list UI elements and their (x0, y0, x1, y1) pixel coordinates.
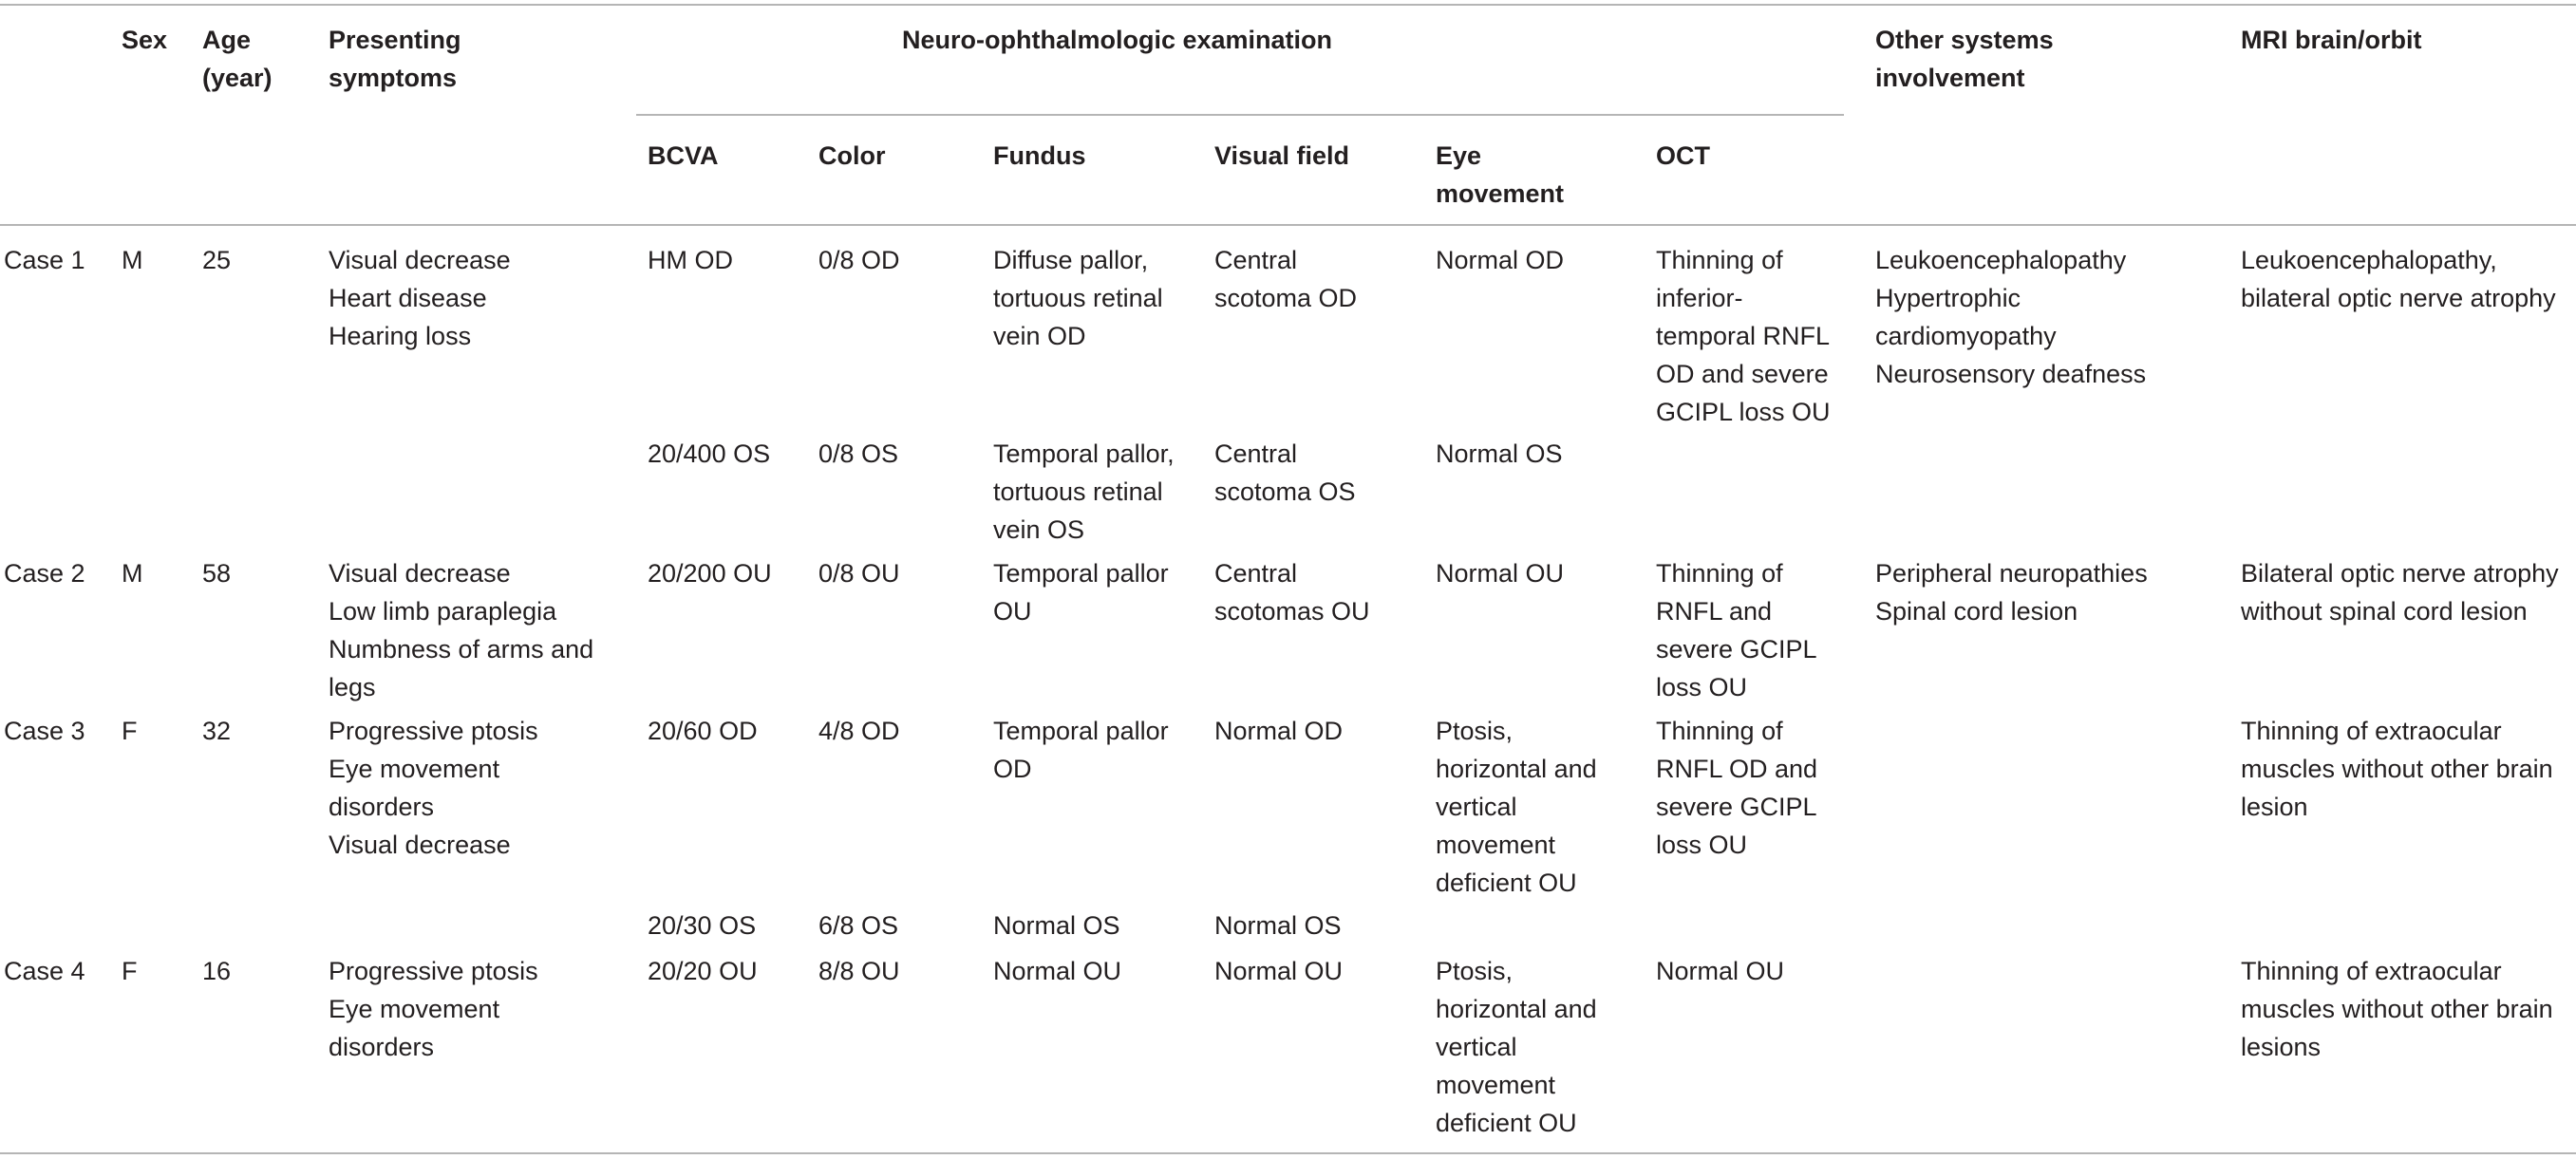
bcva-cell: HM OD (648, 246, 733, 274)
header-oct: OCT (1656, 141, 1710, 170)
header-age: Age (year) (202, 26, 273, 92)
case-label: Case 2 (4, 559, 85, 588)
color-cell: 4/8 OD (818, 717, 900, 745)
eye-movement-cell: Normal OU (1436, 559, 1565, 588)
age-cell: 16 (202, 957, 232, 985)
oct-cell: Thinning of RNFL and severe GCIPL loss OU (1656, 559, 1817, 701)
visual-field-cell: Central scotoma OS (1214, 439, 1356, 506)
header-bottom-rule (0, 224, 2576, 226)
visual-field-cell: Normal OS (1214, 911, 1342, 940)
eye-movement-cell: Ptosis, horizontal and vertical movement deficient OU (1436, 957, 1597, 1137)
header-eye-movement: Eye movement (1436, 141, 1565, 208)
oct-cell: Thinning of RNFL OD and severe GCIPL loss OU (1656, 717, 1818, 859)
case-label: Case 4 (4, 957, 85, 985)
visual-field-cell: Normal OD (1214, 717, 1344, 745)
header-color: Color (818, 141, 886, 170)
header-visual-field: Visual field (1214, 141, 1350, 170)
header-presenting-symptoms: Presenting symptoms (329, 26, 461, 92)
other-systems-cell: Peripheral neuropathies Spinal cord lesion (1875, 559, 2148, 626)
eye-movement-cell: Ptosis, horizontal and vertical movement deficient OU (1436, 717, 1597, 897)
other-systems-cell: Leukoencephalopathy Hypertrophic cardiomyopathy Neurosensory deafness (1875, 246, 2147, 388)
sex-cell: M (122, 559, 143, 588)
eye-movement-cell: Normal OD (1436, 246, 1565, 274)
bcva-cell: 20/200 OU (648, 559, 772, 588)
color-cell: 8/8 OU (818, 957, 900, 985)
table-top-rule (0, 4, 2576, 6)
age-cell: 25 (202, 246, 232, 274)
symptoms-cell: Progressive ptosis Eye movement disorders Visual decrease (329, 717, 538, 859)
fundus-cell: Temporal pallor OD (993, 717, 1169, 783)
fundus-cell: Temporal pallor OU (993, 559, 1169, 626)
header-sex: Sex (122, 26, 168, 54)
symptoms-cell: Visual decrease Low limb paraplegia Numbness of arms and legs (329, 559, 594, 701)
mri-cell: Bilateral optic nerve atrophy without spinal cord lesion (2241, 559, 2559, 626)
age-cell: 58 (202, 559, 232, 588)
bcva-cell: 20/30 OS (648, 911, 757, 940)
color-cell: 0/8 OU (818, 559, 900, 588)
eye-movement-cell: Normal OS (1436, 439, 1563, 468)
fundus-cell: Diffuse pallor, tortuous retinal vein OD (993, 246, 1163, 350)
sex-cell: F (122, 717, 138, 745)
age-cell: 32 (202, 717, 232, 745)
bcva-cell: 20/60 OD (648, 717, 758, 745)
symptoms-cell: Progressive ptosis Eye movement disorders (329, 957, 538, 1061)
color-cell: 6/8 OS (818, 911, 899, 940)
neuro-exam-subrule (636, 114, 1844, 116)
case-label: Case 3 (4, 717, 85, 745)
color-cell: 0/8 OS (818, 439, 899, 468)
fundus-cell: Temporal pallor, tortuous retinal vein OS (993, 439, 1175, 544)
visual-field-cell: Central scotomas OU (1214, 559, 1370, 626)
fundus-cell: Normal OU (993, 957, 1122, 985)
header-bcva: BCVA (648, 141, 719, 170)
header-mri: MRI brain/orbit (2241, 26, 2422, 54)
bcva-cell: 20/400 OS (648, 439, 771, 468)
mri-cell: Thinning of extraocular muscles without other brain lesion (2241, 717, 2553, 821)
oct-cell: Thinning of inferior- temporal RNFL OD and severe GCIPL loss OU (1656, 246, 1831, 426)
symptoms-cell: Visual decrease Heart disease Hearing loss (329, 246, 511, 350)
case-label: Case 1 (4, 246, 85, 274)
visual-field-cell: Central scotoma OD (1214, 246, 1358, 312)
mri-cell: Leukoencephalopathy, bilateral optic nerve atrophy (2241, 246, 2556, 312)
header-other-systems: Other systems involvement (1875, 26, 2054, 92)
mri-cell: Thinning of extraocular muscles without other brain lesions (2241, 957, 2553, 1061)
visual-field-cell: Normal OU (1214, 957, 1344, 985)
sex-cell: M (122, 246, 143, 274)
bcva-cell: 20/20 OU (648, 957, 758, 985)
header-fundus: Fundus (993, 141, 1086, 170)
color-cell: 0/8 OD (818, 246, 900, 274)
fundus-cell: Normal OS (993, 911, 1120, 940)
sex-cell: F (122, 957, 138, 985)
oct-cell: Normal OU (1656, 957, 1785, 985)
header-neuro-ophthalmologic-exam: Neuro-ophthalmologic examination (902, 26, 1333, 54)
table-bottom-rule (0, 1152, 2576, 1154)
